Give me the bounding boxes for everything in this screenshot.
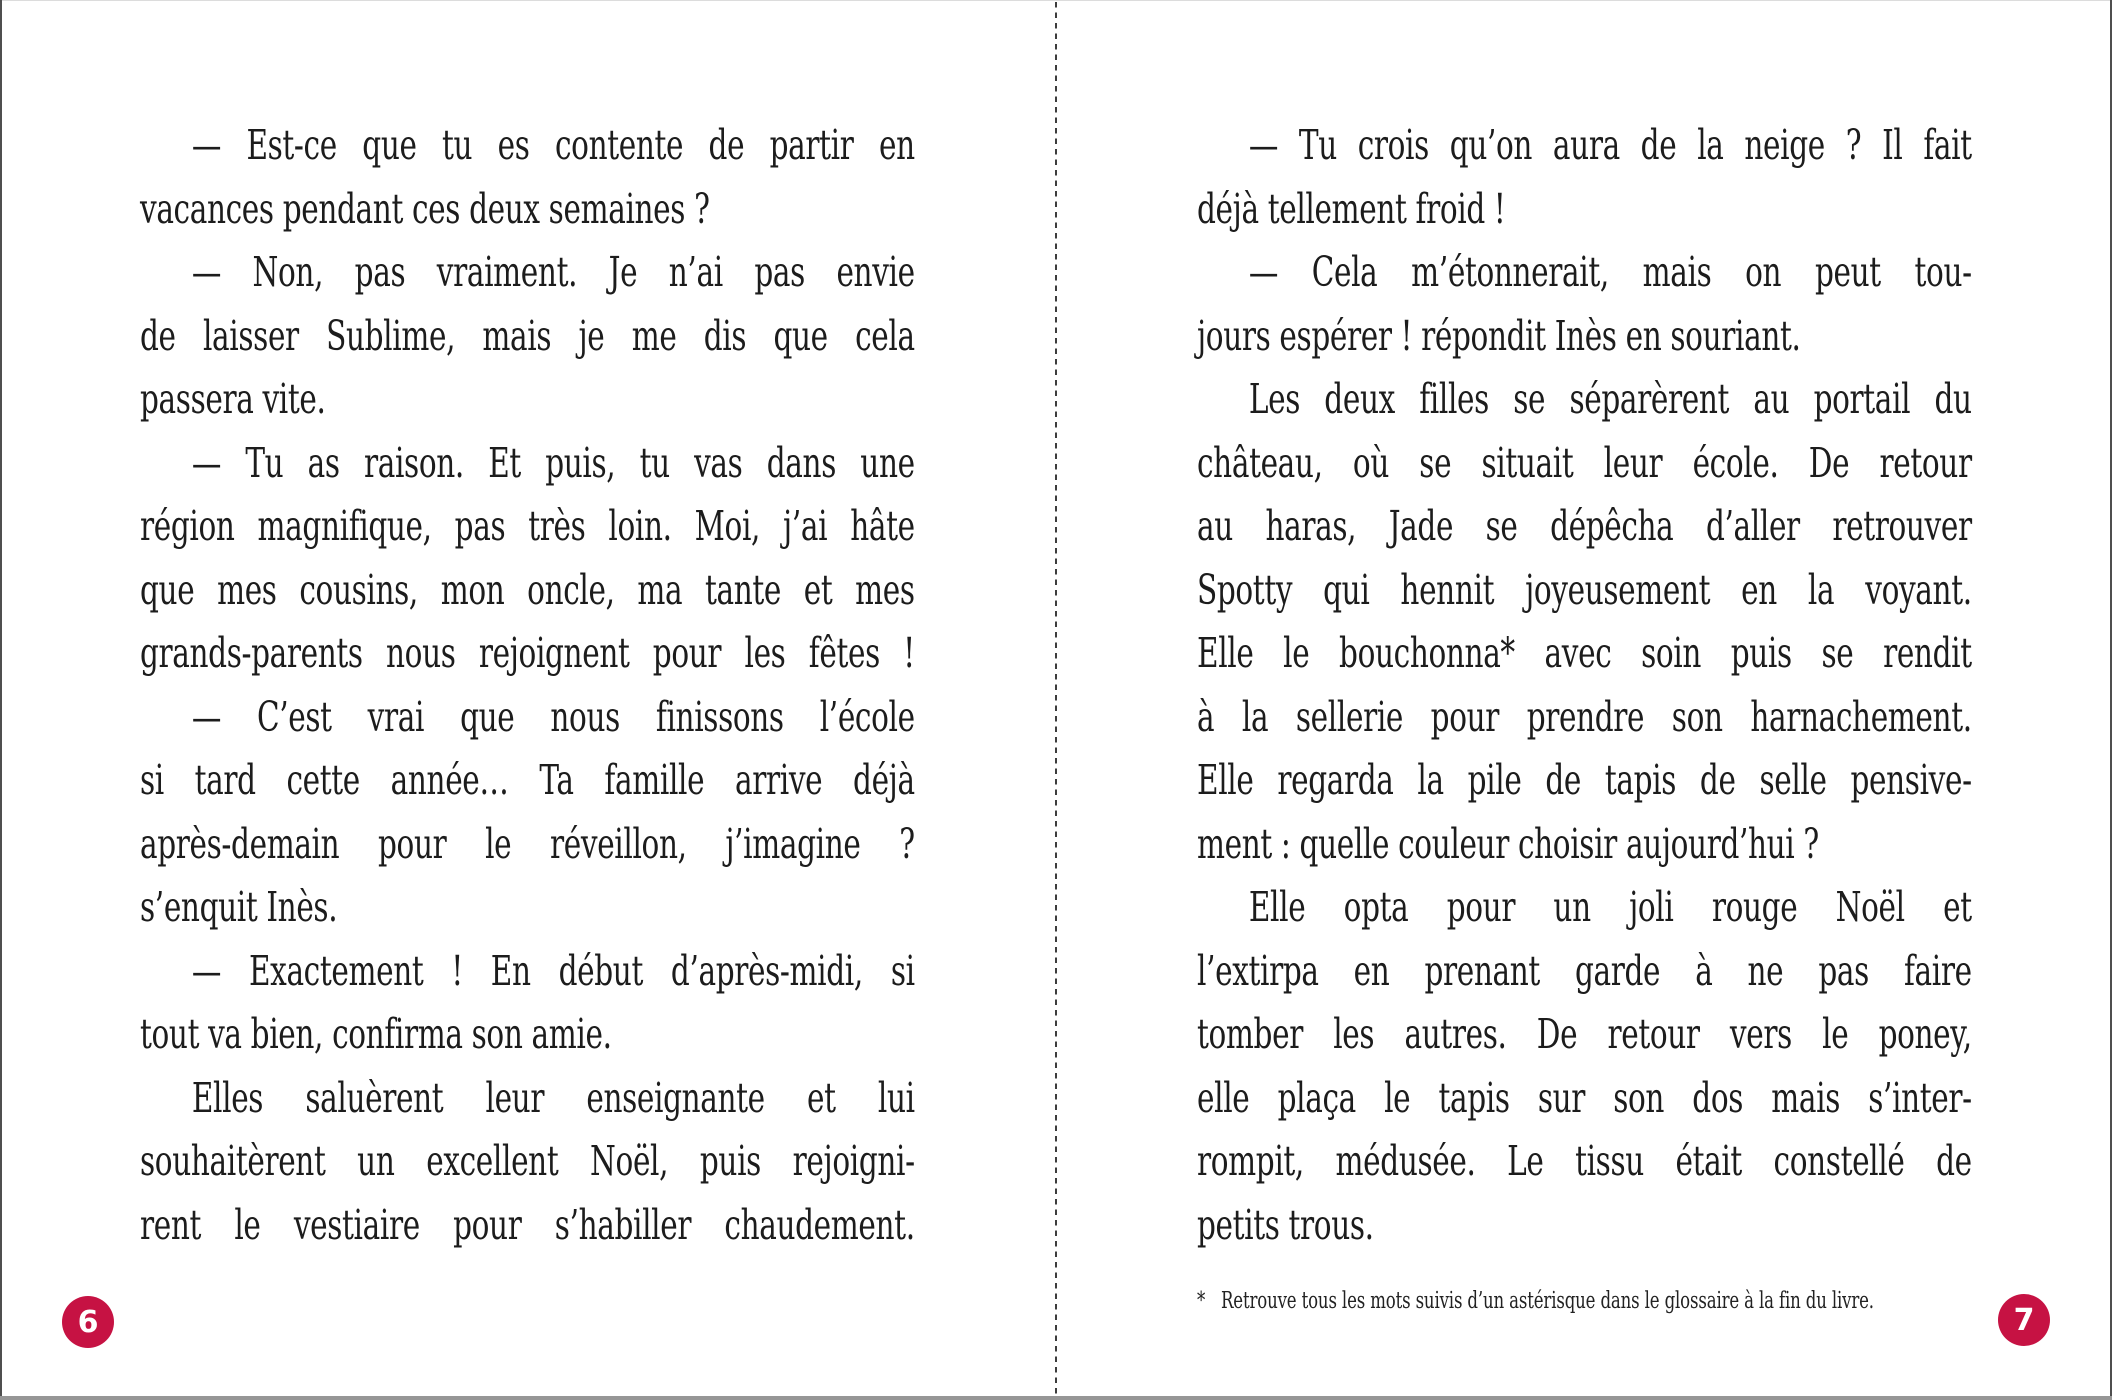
text-line: — Non, pas vraiment. Je n’ai pas envie: [191, 248, 915, 296]
text-line: à la sellerie pour prendre son harnachement.: [1197, 692, 1972, 741]
text-line: que mes cousins, mon oncle, ma tante et mes: [140, 565, 915, 614]
text-line: Elles saluèrent leur enseignante et lui: [191, 1073, 915, 1122]
text-line: souhaitèrent un excellent Noël, puis rejoigni-: [140, 1137, 915, 1185]
text-line: l’extirpa en prenant garde à ne pas faire: [1197, 946, 1972, 995]
page-number-badge-right: [1998, 1294, 2050, 1346]
footnote: [1197, 1286, 1972, 1316]
text-line: elle plaça le tapis sur son dos mais s’inter-: [1197, 1073, 1972, 1122]
page-border-left: [0, 0, 2, 1400]
text-line: tout va bien, confirma son amie.: [140, 1010, 612, 1058]
text-line: si tard cette année… Ta famille arrive déjà: [140, 756, 915, 804]
page-number-badge-left: [62, 1296, 114, 1348]
text-line: Spotty qui hennit joyeusement en la voyant.: [1197, 565, 1972, 614]
text-line: tomber les autres. De retour vers le poney,: [1197, 1010, 1972, 1058]
text-line: région magnifique, pas très loin. Moi, j’ai hâte: [140, 502, 915, 550]
text-line: — C’est vrai que nous finissons l’école: [191, 692, 915, 741]
text-line: Elle regarda la pile de tapis de selle pensive-: [1197, 756, 1972, 804]
text-line: Elle opta pour un joli rouge Noël et: [1248, 883, 1972, 931]
text-line: rent le vestiaire pour s’habiller chaudement.: [140, 1200, 915, 1249]
text-line: — Cela m’étonnerait, mais on peut tou-: [1248, 248, 1972, 296]
text-line: jours espérer ! répondit Inès en souriant.: [1197, 311, 1801, 360]
right-page-text: [1197, 114, 1972, 1257]
text-line: — Est-ce que tu es contente de partir en: [191, 121, 915, 169]
text-line: — Tu crois qu’on aura de la neige ? Il fait: [1248, 121, 1972, 169]
footnote-asterisk: *: [1197, 1288, 1206, 1314]
page-border-bottom: [0, 1396, 2112, 1400]
page-gutter-dashed-line: [1055, 2, 1057, 1396]
text-line: s’enquit Inès.: [140, 883, 338, 931]
text-line: vacances pendant ces deux semaines ?: [140, 184, 710, 233]
footnote-text: Retrouve tous les mots suivis d’un astérisque dans le glossaire à la fin du livre.: [1220, 1288, 1874, 1314]
text-line: — Exactement ! En début d’après-midi, si: [191, 946, 915, 995]
text-line: petits trous.: [1197, 1200, 1374, 1249]
text-line: Les deux filles se séparèrent au portail du: [1248, 375, 1972, 423]
text-line: déjà tellement froid !: [1197, 184, 1506, 233]
text-line: grands-parents nous rejoignent pour les fêtes !: [140, 629, 915, 677]
text-line: ment : quelle couleur choisir aujourd’hui ?: [1197, 819, 1819, 868]
page-border-top: [0, 0, 2112, 1]
text-line: — Tu as raison. Et puis, tu vas dans une: [191, 438, 915, 487]
page-number: 7: [2013, 1302, 2035, 1338]
text-line: passera vite.: [140, 375, 326, 423]
text-line: de laisser Sublime, mais je me dis que cela: [140, 311, 915, 360]
text-line: Elle le bouchonna* avec soin puis se rendit: [1197, 629, 1972, 677]
text-line: après-demain pour le réveillon, j’imagine ?: [140, 819, 915, 868]
text-line: rompit, médusée. Le tissu était constellé de: [1197, 1137, 1972, 1185]
left-page-text: [140, 114, 915, 1257]
text-line: au haras, Jade se dépêcha d’aller retrouver: [1197, 502, 1972, 550]
page-number: 6: [77, 1304, 99, 1340]
text-line: château, où se situait leur école. De retour: [1197, 438, 1972, 487]
